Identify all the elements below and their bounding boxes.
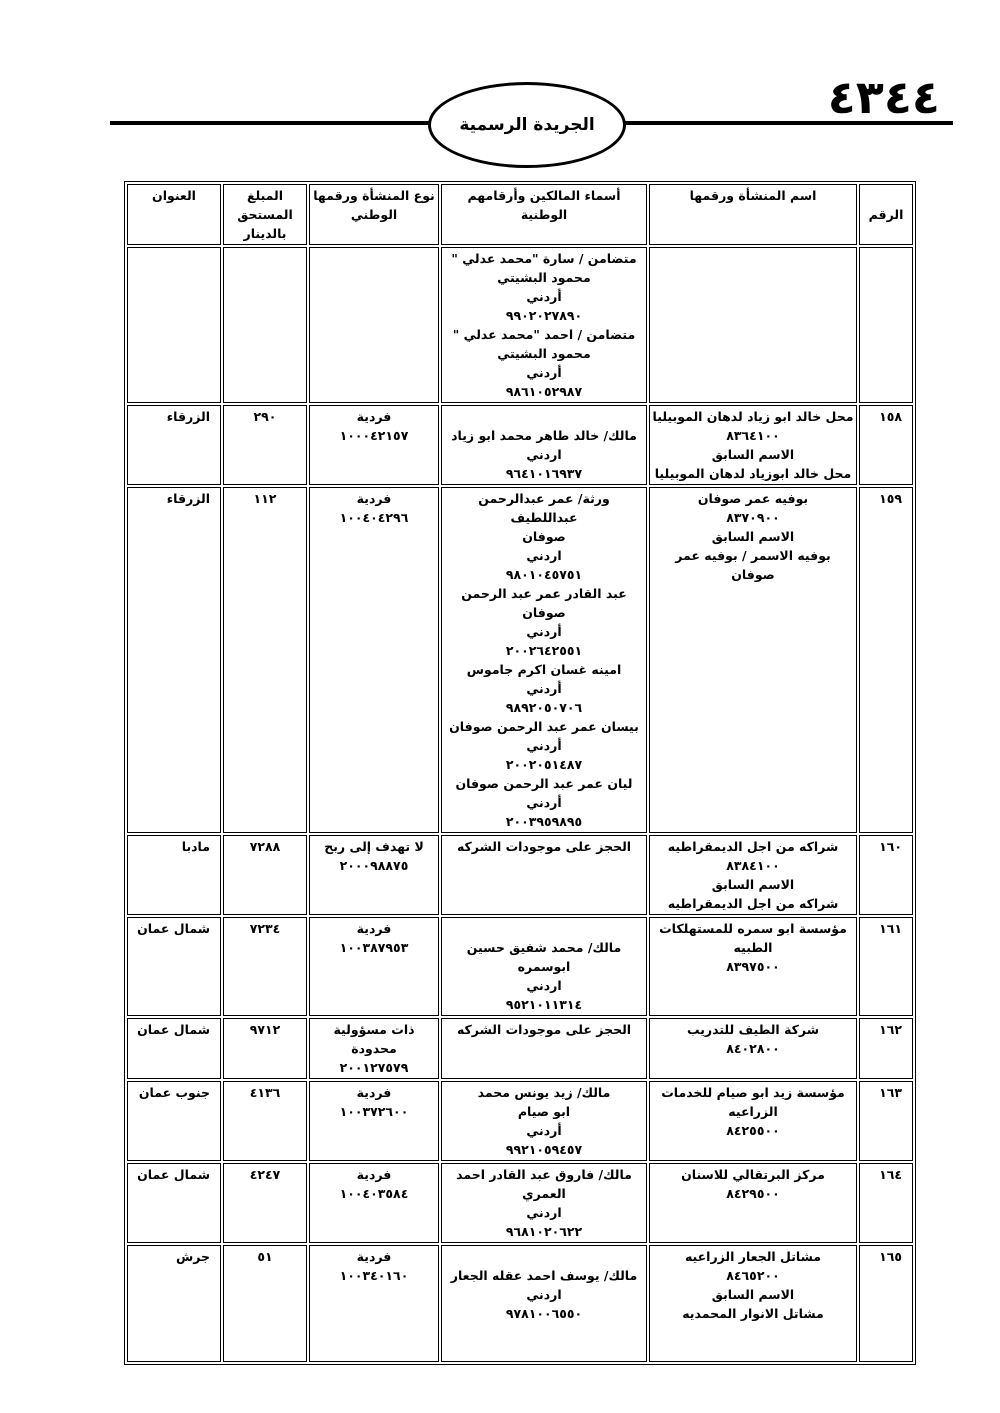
cell-establishment xyxy=(649,1018,857,1079)
cell-owners-line: امينه غسان اكرم جاموس xyxy=(466,662,622,677)
cell-type-line: ١٠٠٣٨٧٩٥٣ xyxy=(339,940,409,955)
cell-establishment-line: مشاتل الجعار الزراعيه xyxy=(684,1249,822,1264)
cell-type-line: فردية xyxy=(356,921,392,936)
cell-number: ١٦٣ xyxy=(859,1081,913,1161)
cell-establishment-line: الزراعيه xyxy=(728,1104,778,1119)
cell-type-line: ذات مسؤولية xyxy=(333,1022,415,1037)
cell-number: ١٦٠ xyxy=(859,835,913,915)
table-body xyxy=(127,247,913,1362)
cell-amount: ٧٢٨٨ xyxy=(223,835,307,915)
table-row xyxy=(127,1245,913,1362)
cell-establishment xyxy=(649,835,857,915)
cell-type-line: ٢٠٠١٢٧٥٧٩ xyxy=(339,1060,409,1075)
cell-establishment xyxy=(649,1163,857,1243)
cell-owners-line: مالك/ فاروق عبد القادر احمد xyxy=(456,1167,632,1182)
cell-owners xyxy=(441,917,647,1016)
cell-type-line: فردية xyxy=(356,409,392,424)
cell-establishment xyxy=(649,247,857,403)
cell-establishment-line: بوفيه الاسمر / بوفيه عمر صوفان xyxy=(675,548,831,582)
col-header-address: العنوان xyxy=(127,184,221,245)
cell-type xyxy=(309,835,439,915)
cell-owners-line: ورثة/ عمر عبدالرحمن عبداللطيف xyxy=(478,491,610,525)
cell-number: ١٥٩ xyxy=(859,487,913,833)
cell-address: شمال عمان xyxy=(127,1163,221,1243)
cell-address: شمال عمان xyxy=(127,1018,221,1079)
cell-type xyxy=(309,917,439,1016)
col-header-establishment: اسم المنشأة ورقمها xyxy=(649,184,857,245)
cell-owners-line: ٩٥٢١٠١١٣١٤ xyxy=(505,997,583,1012)
cell-amount: ٩٧١٢ xyxy=(223,1018,307,1079)
cell-establishment-line: مؤسسة ابو سمره للمستهلكات xyxy=(659,921,847,936)
page-number: ٤٣٤٤ xyxy=(827,70,940,124)
cell-establishment-line: ٨٣٦٤١٠٠ xyxy=(726,428,780,443)
cell-owners-line: مالك/ خالد طاهر محمد ابو زياد xyxy=(451,428,637,443)
cell-owners xyxy=(441,1018,647,1079)
cell-owners-line: ابو صيام xyxy=(517,1104,571,1119)
cell-establishment-line: الاسم السابق xyxy=(711,447,795,462)
cell-owners-line: أردني xyxy=(526,681,562,696)
cell-establishment-line: ٨٣٩٧٥٠٠ xyxy=(726,959,780,974)
cell-owners xyxy=(441,247,647,403)
cell-owners-line: اردني xyxy=(526,447,562,462)
cell-amount: ٧٢٣٤ xyxy=(223,917,307,1016)
cell-establishment-line: ٨٣٨٤١٠٠ xyxy=(726,858,780,873)
table-header-row xyxy=(127,184,913,245)
establishments-table xyxy=(124,181,916,1365)
cell-type-line: ١٠٠٣٤٠١٦٠ xyxy=(339,1268,409,1283)
cell-establishment-line: الطبيه xyxy=(733,940,773,955)
cell-type-line: ١٠٠٤٠٤٢٩٦ xyxy=(339,510,409,525)
cell-owners-line: صوفان xyxy=(522,605,566,620)
cell-type xyxy=(309,1163,439,1243)
cell-establishment-line: ٨٤٢٥٥٠٠ xyxy=(726,1123,780,1138)
cell-amount: ١١٢ xyxy=(223,487,307,833)
cell-address: مادبا xyxy=(127,835,221,915)
cell-owners-line: متضامن / سارة "محمد عدلي " xyxy=(451,251,637,266)
cell-amount: ٢٩٠ xyxy=(223,405,307,485)
cell-owners-line: أردني xyxy=(526,1123,562,1138)
cell-establishment-line: ٨٤٠٢٨٠٠ xyxy=(726,1041,780,1056)
cell-owners-line: العمري xyxy=(522,1186,566,1201)
cell-type-line: لا تهدف إلى ربح xyxy=(324,839,424,854)
cell-amount xyxy=(223,247,307,403)
cell-owners-line: اردني xyxy=(526,548,562,563)
cell-establishment xyxy=(649,1245,857,1362)
cell-establishment-line: شركة الطيف للتدريب xyxy=(686,1022,819,1037)
cell-owners-line: أردني xyxy=(526,795,562,810)
cell-owners-line: مالك/ زيد يونس محمد xyxy=(477,1085,611,1100)
cell-address xyxy=(127,247,221,403)
cell-amount: ٥١ xyxy=(223,1245,307,1362)
cell-address: جنوب عمان xyxy=(127,1081,221,1161)
cell-establishment-line: شراكه من اجل الديمقراطيه xyxy=(667,839,839,854)
cell-owners-line: مالك/ يوسف احمد عقله الجعار xyxy=(450,1268,638,1283)
cell-establishment-line: ٨٤٢٩٥٠٠ xyxy=(726,1186,780,1201)
cell-number: ١٥٨ xyxy=(859,405,913,485)
cell-establishment-line: مؤسسة زيد ابو صيام للخدمات xyxy=(661,1085,845,1100)
col-header-owners: أسماء المالكين وأرقامهم الوطنية xyxy=(441,184,647,245)
cell-owners-line: ٩٨٩٢٠٥٠٧٠٦ xyxy=(505,700,583,715)
cell-owners-line: ليان عمر عبد الرحمن صوفان xyxy=(455,776,633,791)
cell-address: جرش xyxy=(127,1245,221,1362)
cell-owners-line: الحجز على موجودات الشركه xyxy=(456,839,632,854)
table-row xyxy=(127,917,913,1016)
cell-owners xyxy=(441,1163,647,1243)
cell-address: شمال عمان xyxy=(127,917,221,1016)
cell-type-line: فردية xyxy=(356,1085,392,1100)
cell-establishment-line: ٨٤٦٥٢٠٠ xyxy=(726,1268,780,1283)
col-header-number: الرقم xyxy=(859,184,913,245)
cell-owners-line: اردني xyxy=(526,1287,562,1302)
cell-establishment-line: الاسم السابق xyxy=(711,529,795,544)
cell-type-line: ١٠٠٣٧٢٦٠٠ xyxy=(339,1104,409,1119)
cell-owners-line: متضامن / احمد "محمد عدلي " xyxy=(452,327,636,342)
cell-type xyxy=(309,1018,439,1079)
cell-owners-line: أردني xyxy=(526,624,562,639)
spacer xyxy=(444,919,644,938)
cell-establishment xyxy=(649,1081,857,1161)
cell-owners-line: ٩٦٤١٠١٦٩٣٧ xyxy=(505,466,583,481)
cell-owners xyxy=(441,405,647,485)
col-header-type: نوع المنشأة ورقمها الوطني xyxy=(309,184,439,245)
cell-establishment-line: بوفيه عمر صوفان xyxy=(697,491,809,506)
cell-owners-line: بيسان عمر عبد الرحمن صوفان xyxy=(449,719,639,734)
cell-owners-line: محمود البشيتي xyxy=(497,346,591,361)
cell-owners-line: اردني xyxy=(526,1205,562,1220)
cell-establishment-line: شراكه من اجل الديمقراطيه xyxy=(667,896,839,911)
cell-owners-line: ٩٧٨١٠٠٦٥٥٠ xyxy=(505,1306,583,1321)
table-row xyxy=(127,835,913,915)
cell-owners-line: أردني xyxy=(526,738,562,753)
spacer xyxy=(444,407,644,426)
cell-amount: ٤١٣٦ xyxy=(223,1081,307,1161)
gazette-title-oval xyxy=(428,82,626,168)
cell-owners xyxy=(441,1245,647,1362)
cell-owners-line: ٢٠٠٢٠٥١٤٨٧ xyxy=(505,757,583,772)
cell-owners-line: مالك/ محمد شفيق حسين ابوسمره xyxy=(466,940,622,974)
cell-number: ١٦٥ xyxy=(859,1245,913,1362)
col-header-amount: المبلغ المستحق بالدينار xyxy=(223,184,307,245)
cell-owners xyxy=(441,487,647,833)
cell-type-line: ١٠٠٤٠٣٥٨٤ xyxy=(339,1186,409,1201)
table-row xyxy=(127,405,913,485)
cell-owners-line: أردني xyxy=(526,365,562,380)
table-row xyxy=(127,1163,913,1243)
cell-type-line: ٢٠٠٠٩٨٨٧٥ xyxy=(339,858,409,873)
cell-establishment-line: ٨٣٧٠٩٠٠ xyxy=(726,510,780,525)
cell-number: ١٦١ xyxy=(859,917,913,1016)
cell-owners-line: محمود البشيتي xyxy=(497,270,591,285)
cell-type-line: فردية xyxy=(356,491,392,506)
cell-number: ١٦٤ xyxy=(859,1163,913,1243)
cell-type xyxy=(309,247,439,403)
cell-establishment-line: الاسم السابق xyxy=(711,877,795,892)
cell-owners-line: ٩٩٢١٠٥٩٤٥٧ xyxy=(505,1142,583,1157)
cell-type-line: محدودة xyxy=(351,1041,397,1056)
cell-establishment xyxy=(649,405,857,485)
cell-type xyxy=(309,1245,439,1362)
cell-owners-line: ٢٠٠٢٦٤٢٥٥١ xyxy=(505,643,583,658)
table-row xyxy=(127,1018,913,1079)
cell-address: الزرقاء xyxy=(127,405,221,485)
cell-establishment xyxy=(649,917,857,1016)
cell-establishment-line: مركز البرتقالي للاسنان xyxy=(681,1167,825,1182)
cell-owners-line: ٩٦٨١٠٢٠٦٢٢ xyxy=(505,1224,583,1239)
cell-owners xyxy=(441,835,647,915)
cell-amount: ٤٢٤٧ xyxy=(223,1163,307,1243)
cell-owners-line: الحجز على موجودات الشركه xyxy=(456,1022,632,1037)
table-row xyxy=(127,1081,913,1161)
table-row xyxy=(127,487,913,833)
cell-owners-line: ٩٨٦١٠٥٢٩٨٧ xyxy=(505,384,583,399)
table-row xyxy=(127,247,913,403)
cell-owners-line: صوفان xyxy=(522,529,566,544)
cell-owners-line: ٩٩٠٢٠٢٧٨٩٠ xyxy=(505,308,583,323)
cell-type-line: فردية xyxy=(356,1167,392,1182)
cell-owners xyxy=(441,1081,647,1161)
cell-establishment xyxy=(649,487,857,833)
cell-type xyxy=(309,405,439,485)
cell-type-line: ١٠٠٠٤٢١٥٧ xyxy=(339,428,409,443)
cell-owners-line: أردني xyxy=(526,289,562,304)
cell-type xyxy=(309,1081,439,1161)
gazette-title: الجريدة الرسمية xyxy=(459,115,595,135)
cell-type xyxy=(309,487,439,833)
cell-type-line: فردية xyxy=(356,1249,392,1264)
cell-number: ١٦٢ xyxy=(859,1018,913,1079)
cell-owners-line: ٢٠٠٣٩٥٩٨٩٥ xyxy=(505,814,583,829)
cell-number xyxy=(859,247,913,403)
spacer xyxy=(444,1247,644,1266)
cell-establishment-line: مشاتل الانوار المحمديه xyxy=(682,1306,824,1321)
cell-owners-line: عبد القادر عمر عبد الرحمن xyxy=(461,586,627,601)
cell-establishment-line: الاسم السابق xyxy=(711,1287,795,1302)
cell-owners-line: اردني xyxy=(526,978,562,993)
cell-establishment-line: محل خالد ابو زياد لدهان الموبيليا xyxy=(652,409,854,424)
cell-establishment-line: محل خالد ابوزياد لدهان الموبيليا xyxy=(654,466,852,481)
cell-address: الزرقاء xyxy=(127,487,221,833)
cell-owners-line: ٩٨٠١٠٤٥٧٥١ xyxy=(505,567,583,582)
